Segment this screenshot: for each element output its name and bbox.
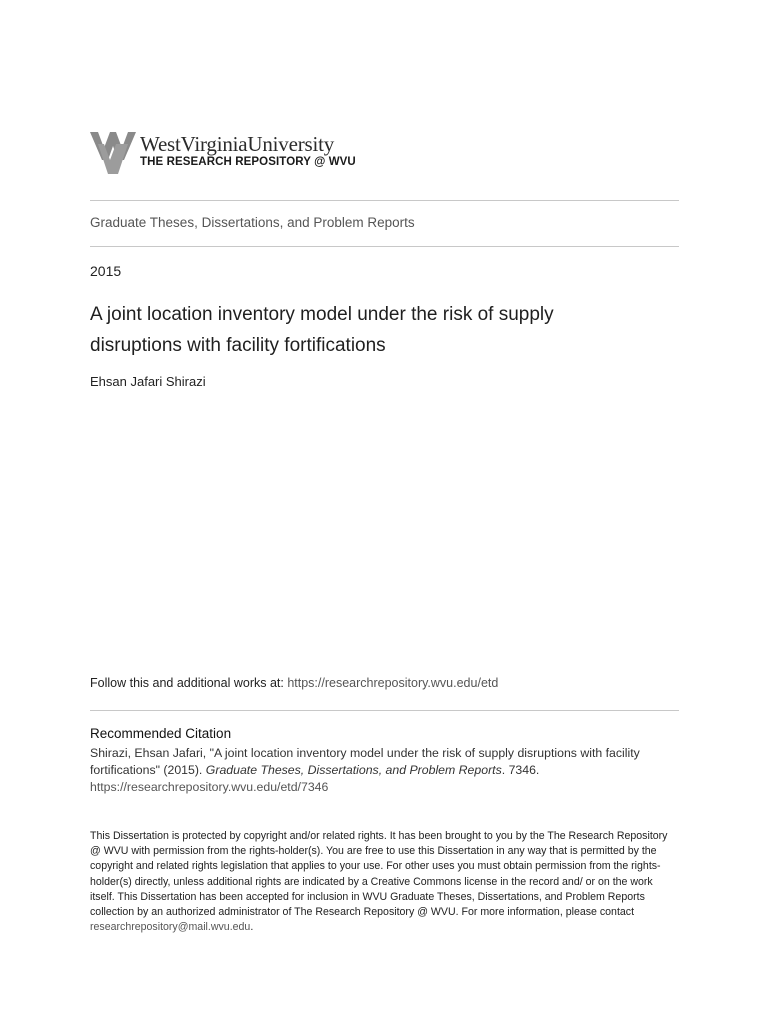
divider: [90, 246, 679, 247]
follow-text: Follow this and additional works at:: [90, 676, 288, 690]
citation-text: [90, 745, 690, 796]
flying-wv-icon: [90, 130, 136, 176]
citation-body: Shirazi, Ehsan Jafari, "A joint location inventory model under the risk of supply disruptions with facility fortifications" (2015).: [90, 746, 640, 777]
follow-line: [90, 676, 498, 690]
repository-name: THE RESEARCH REPOSITORY @ WVU: [140, 156, 356, 168]
publication-year: 2015: [90, 263, 122, 279]
follow-link[interactable]: https://researchrepository.wvu.edu/etd: [287, 676, 499, 690]
series-name[interactable]: Graduate Theses, Dissertations, and Problem Reports: [90, 215, 415, 230]
university-name: WestVirginiaUniversity: [140, 132, 335, 156]
author-name[interactable]: Ehsan Jafari Shirazi: [90, 374, 206, 389]
rights-end: .: [250, 921, 254, 934]
citation-heading: Recommended Citation: [90, 726, 232, 741]
wvu-logo[interactable]: [90, 128, 370, 180]
divider: [90, 710, 679, 711]
document-title: A joint location inventory model under the risk of supply disruptions with facility fortifications: [90, 304, 554, 356]
citation-link[interactable]: https://researchrepository.wvu.edu/etd/7346: [90, 780, 329, 794]
rights-statement: [90, 829, 680, 935]
rights-text: This Dissertation is protected by copyright and/or related rights. It has been brought to you by the The Research Repository @ WVU with permission from the rights-holder(s). You are free to use this Dissertation in any way that is permitted by the copyright and related rights legislation that applies to your use. For other uses you must obtain permission from the rights-holder(s) directly, unless additional rights are indicated by a Creative Commons license in the record and/ or on the work itself. This Dissertation has been accepted for inclusion in WVU Graduate Theses, Dissertations, and Problem Reports collection by an authorized administrator of The Research Repository @ WVU. For more information, please contact: [90, 830, 668, 919]
citation-journal: Graduate Theses, Dissertations, and Problem Reports: [205, 763, 502, 777]
divider: [90, 200, 679, 201]
contact-email-link[interactable]: researchrepository@mail.wvu.edu: [90, 921, 251, 934]
citation-number: . 7346.: [501, 763, 540, 777]
